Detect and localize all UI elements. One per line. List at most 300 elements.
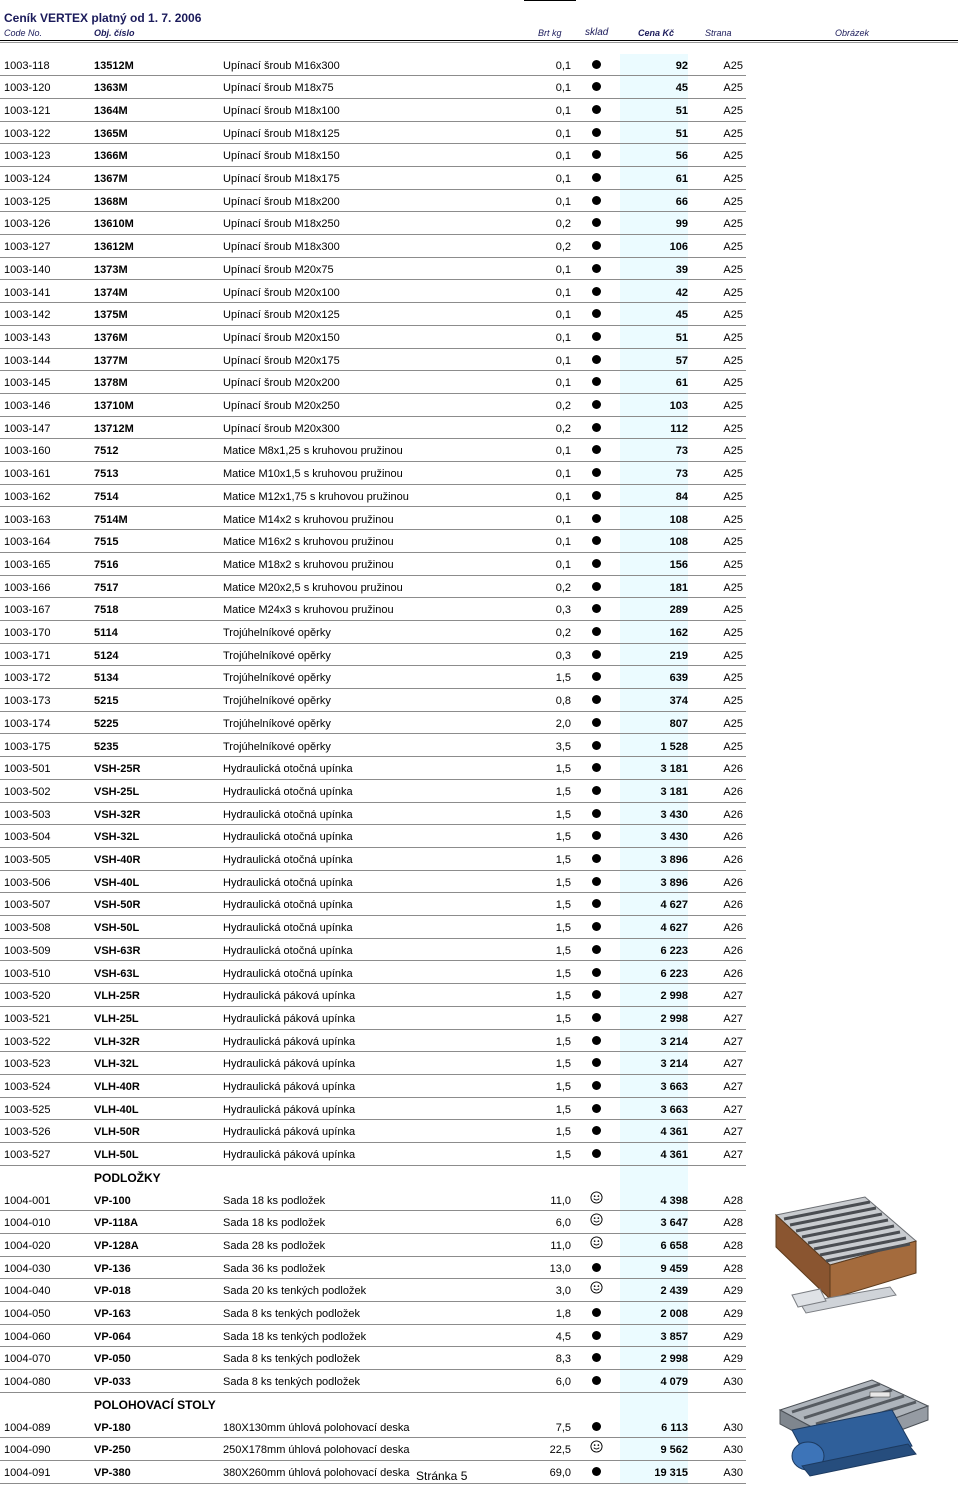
code-number: 1003-521 xyxy=(4,1012,51,1025)
price-czk: 4 627 xyxy=(660,922,688,935)
price-czk: 61 xyxy=(675,377,688,390)
code-number: 1003-144 xyxy=(4,354,51,367)
catalog-page: A30 xyxy=(723,1466,743,1479)
price-czk: 73 xyxy=(675,468,688,481)
code-number: 1003-147 xyxy=(4,422,51,435)
order-number: VP-018 xyxy=(94,1285,131,1298)
item-name: Sada 8 ks tenkých podložek xyxy=(223,1353,360,1366)
price-czk: 3 647 xyxy=(660,1217,688,1230)
order-number: 1365M xyxy=(94,127,128,140)
catalog-page: A29 xyxy=(723,1353,743,1366)
stock-dot-icon xyxy=(588,241,604,254)
catalog-page: A26 xyxy=(723,763,743,776)
weight-kg: 0,1 xyxy=(555,173,571,185)
price-czk: 3 896 xyxy=(660,854,688,866)
price-czk: 9 459 xyxy=(660,1262,688,1275)
weight-kg: 0,1 xyxy=(555,309,571,322)
item-name: Upínací šroub M20x175 xyxy=(223,354,340,367)
item-name: Upínací šroub M18x300 xyxy=(223,241,340,254)
order-number: 1378M xyxy=(94,377,128,390)
order-number: 13710M xyxy=(94,400,134,412)
price-czk: 4 361 xyxy=(660,1126,688,1139)
page-footer: Stránka 5 xyxy=(416,1469,468,1483)
weight-kg: 0,2 xyxy=(555,241,571,254)
order-number: 5114 xyxy=(94,627,118,639)
stock-dot-icon xyxy=(588,877,604,890)
catalog-page: A25 xyxy=(723,400,743,412)
weight-kg: 1,5 xyxy=(555,1058,571,1071)
code-number: 1004-040 xyxy=(4,1285,51,1298)
order-number: VSH-63R xyxy=(94,944,141,957)
item-name: Sada 20 ks tenkých podložek xyxy=(223,1285,367,1298)
price-czk: 3 663 xyxy=(660,1103,688,1116)
stock-dot-icon xyxy=(588,672,604,685)
stock-dot-icon xyxy=(588,377,604,390)
weight-kg: 7,5 xyxy=(555,1421,571,1434)
weight-kg: 0,1 xyxy=(555,558,571,571)
weight-kg: 69,0 xyxy=(549,1466,571,1479)
item-name: Hydraulická páková upínka xyxy=(223,1149,356,1162)
weight-kg: 1,5 xyxy=(555,785,571,798)
catalog-page: A27 xyxy=(723,1012,743,1025)
stock-dot-icon xyxy=(588,831,604,844)
price-czk: 2 008 xyxy=(660,1308,688,1320)
item-name: Upínací šroub M18x75 xyxy=(223,82,334,95)
weight-kg: 6,0 xyxy=(555,1376,571,1389)
table-row xyxy=(0,553,746,576)
catalog-page: A29 xyxy=(723,1330,743,1343)
price-czk: 19 315 xyxy=(654,1466,688,1479)
stock-dot-icon xyxy=(588,514,604,527)
price-czk: 3 181 xyxy=(660,763,688,776)
code-number: 1003-173 xyxy=(4,695,51,708)
table-row xyxy=(0,1211,746,1234)
item-name: Upínací šroub M20x75 xyxy=(223,263,334,276)
price-czk: 103 xyxy=(669,400,688,412)
order-number: VP-100 xyxy=(94,1194,131,1207)
order-number: 1368M xyxy=(94,195,128,208)
stock-dot-icon xyxy=(588,1081,604,1094)
code-number: 1003-163 xyxy=(4,513,51,526)
item-name: Hydraulická otočná upínka xyxy=(223,944,353,957)
stock-smiley-icon xyxy=(588,1195,604,1208)
weight-kg: 0,1 xyxy=(555,59,571,72)
stock-dot-icon xyxy=(588,809,604,822)
table-row xyxy=(0,530,746,553)
price-czk: 92 xyxy=(675,59,688,72)
weight-kg: 0,1 xyxy=(555,263,571,276)
order-number: VP-128A xyxy=(94,1239,139,1252)
catalog-page: A28 xyxy=(723,1262,743,1275)
code-number: 1004-090 xyxy=(4,1444,51,1457)
weight-kg: 4,5 xyxy=(555,1330,571,1343)
table-row xyxy=(0,371,746,394)
catalog-page: A26 xyxy=(723,808,743,821)
table-row xyxy=(0,712,746,735)
code-number: 1003-140 xyxy=(4,263,51,276)
code-number: 1004-010 xyxy=(4,1217,51,1230)
code-number: 1003-143 xyxy=(4,331,51,344)
code-number: 1003-162 xyxy=(4,490,51,503)
stock-dot-icon xyxy=(588,968,604,981)
stock-dot-icon xyxy=(588,786,604,799)
order-number: 1376M xyxy=(94,331,128,344)
table-row xyxy=(0,1325,746,1348)
price-czk: 3 663 xyxy=(660,1081,688,1093)
col-obj: Obj. číslo xyxy=(94,28,135,38)
catalog-page: A25 xyxy=(723,581,743,594)
order-number: 7516 xyxy=(94,558,119,571)
stock-dot-icon xyxy=(588,445,604,458)
weight-kg: 0,1 xyxy=(555,82,571,95)
order-number: 1367M xyxy=(94,173,128,185)
stock-dot-icon xyxy=(588,218,604,231)
order-number: 7514M xyxy=(94,513,128,526)
price-czk: 1 528 xyxy=(660,740,688,753)
item-name: Sada 18 ks tenkých podložek xyxy=(223,1330,367,1343)
weight-kg: 1,5 xyxy=(555,1103,571,1116)
catalog-page: A26 xyxy=(723,785,743,798)
table-row xyxy=(0,212,746,235)
stock-dot-icon xyxy=(588,990,604,1003)
col-cena: Cena Kč xyxy=(638,28,675,38)
weight-kg: 0,1 xyxy=(555,490,571,503)
price-czk: 61 xyxy=(675,173,688,185)
catalog-page: A25 xyxy=(723,377,743,390)
table-row xyxy=(0,1143,746,1166)
catalog-page: A25 xyxy=(723,649,743,662)
code-number: 1004-020 xyxy=(4,1239,51,1252)
weight-kg: 8,3 xyxy=(555,1353,571,1366)
code-number: 1004-080 xyxy=(4,1376,51,1389)
weight-kg: 0,1 xyxy=(555,127,571,140)
positioning-table-image xyxy=(772,1370,932,1480)
catalog-page: A25 xyxy=(723,127,743,140)
table-row xyxy=(0,349,746,372)
item-name: 250X178mm úhlová polohovací deska xyxy=(223,1444,410,1457)
item-name: Matice M24x3 s kruhovou pružinou xyxy=(223,604,394,617)
price-czk: 51 xyxy=(675,331,688,344)
item-name: Trojúhelníkové opěrky xyxy=(223,672,331,685)
stock-smiley-icon xyxy=(588,1217,604,1230)
item-name: Upínací šroub M18x250 xyxy=(223,218,340,231)
item-name: Hydraulická páková upínka xyxy=(223,1103,356,1116)
stock-dot-icon xyxy=(588,1104,604,1117)
price-czk: 45 xyxy=(675,309,688,322)
order-number: 7515 xyxy=(94,536,119,549)
stock-dot-icon xyxy=(588,400,604,413)
order-number: VP-136 xyxy=(94,1262,131,1275)
order-number: VP-180 xyxy=(94,1421,131,1434)
catalog-page: A27 xyxy=(723,1058,743,1071)
weight-kg: 1,5 xyxy=(555,854,571,866)
code-number: 1003-123 xyxy=(4,150,51,163)
catalog-page: A29 xyxy=(723,1285,743,1298)
catalog-page: A27 xyxy=(723,1126,743,1139)
code-number: 1003-118 xyxy=(4,59,50,72)
order-number: VP-064 xyxy=(94,1330,131,1343)
catalog-page: A25 xyxy=(723,558,743,571)
price-czk: 99 xyxy=(675,218,688,231)
stock-dot-icon xyxy=(588,1308,604,1321)
stock-dot-icon xyxy=(588,1376,604,1389)
order-number: VSH-25R xyxy=(94,763,141,776)
table-row xyxy=(0,1257,746,1280)
item-name: Matice M8x1,25 s kruhovou pružinou xyxy=(223,445,403,458)
price-czk: 56 xyxy=(675,150,688,163)
item-name: Matice M18x2 s kruhovou pružinou xyxy=(223,558,394,571)
stock-dot-icon xyxy=(588,287,604,300)
catalog-page: A25 xyxy=(723,354,743,367)
weight-kg: 0,1 xyxy=(555,331,571,344)
code-number: 1003-125 xyxy=(4,195,51,208)
weight-kg: 1,5 xyxy=(555,831,571,844)
catalog-page: A26 xyxy=(723,922,743,935)
catalog-page: A25 xyxy=(723,241,743,254)
order-number: VLH-25L xyxy=(94,1012,139,1025)
catalog-page: A25 xyxy=(723,627,743,639)
item-name: Hydraulická páková upínka xyxy=(223,1012,356,1025)
code-number: 1003-526 xyxy=(4,1126,51,1139)
item-name: Hydraulická otočná upínka xyxy=(223,785,353,798)
code-number: 1003-506 xyxy=(4,876,51,889)
price-czk: 3 430 xyxy=(660,808,688,821)
order-number: VSH-50L xyxy=(94,922,140,935)
table-row xyxy=(0,825,746,848)
item-name: Hydraulická páková upínka xyxy=(223,1058,356,1071)
weight-kg: 1,5 xyxy=(555,808,571,821)
table-row xyxy=(0,1120,746,1143)
order-number: 7513 xyxy=(94,468,119,481)
code-number: 1003-509 xyxy=(4,944,51,957)
price-czk: 2 998 xyxy=(660,1353,688,1366)
price-czk: 112 xyxy=(670,422,688,435)
code-number: 1003-504 xyxy=(4,831,51,844)
code-number: 1004-030 xyxy=(4,1262,51,1275)
section-title: POLOHOVACÍ STOLY xyxy=(94,1397,216,1412)
weight-kg: 0,2 xyxy=(555,627,571,639)
stock-dot-icon xyxy=(588,536,604,549)
order-number: 1366M xyxy=(94,150,128,163)
item-name: Upínací šroub M18x150 xyxy=(223,150,340,163)
weight-kg: 2,0 xyxy=(555,717,571,730)
table-row xyxy=(0,1189,746,1212)
stock-dot-icon xyxy=(588,332,604,345)
weight-kg: 11,0 xyxy=(550,1194,571,1207)
code-number: 1003-170 xyxy=(4,627,51,639)
weight-kg: 22,5 xyxy=(549,1444,571,1457)
catalog-page: A25 xyxy=(723,445,743,458)
price-czk: 4 361 xyxy=(660,1149,688,1162)
order-number: 1377M xyxy=(94,354,128,367)
weight-kg: 3,0 xyxy=(555,1285,571,1298)
price-czk: 3 214 xyxy=(660,1058,688,1071)
stock-dot-icon xyxy=(588,1422,604,1435)
stock-dot-icon xyxy=(588,650,604,663)
catalog-page: A26 xyxy=(723,967,743,980)
weight-kg: 1,5 xyxy=(555,1035,571,1048)
code-number: 1003-122 xyxy=(4,127,51,140)
table-row xyxy=(0,780,746,803)
stock-dot-icon xyxy=(588,559,604,572)
weight-kg: 0,2 xyxy=(555,400,571,412)
order-number: 5235 xyxy=(94,740,119,753)
table-row xyxy=(0,939,746,962)
table-row xyxy=(0,1279,746,1302)
table-row xyxy=(0,281,746,304)
item-name: Upínací šroub M20x250 xyxy=(223,400,340,412)
stock-dot-icon xyxy=(588,150,604,163)
order-number: VSH-40R xyxy=(94,854,141,866)
table-row xyxy=(0,984,746,1007)
weight-kg: 1,5 xyxy=(555,763,571,776)
catalog-page: A25 xyxy=(723,173,743,185)
table-row xyxy=(0,258,746,281)
weight-kg: 0,8 xyxy=(555,695,571,708)
item-name: Hydraulická otočná upínka xyxy=(223,808,353,821)
item-name: Hydraulická páková upínka xyxy=(223,1126,356,1139)
stock-dot-icon xyxy=(588,1263,604,1276)
code-number: 1003-166 xyxy=(4,581,51,594)
price-czk: 39 xyxy=(675,263,688,276)
row-divider xyxy=(0,1483,746,1484)
code-number: 1003-142 xyxy=(4,309,51,322)
order-number: 1375M xyxy=(94,309,128,322)
table-row xyxy=(0,326,746,349)
order-number: 13712M xyxy=(94,422,134,435)
order-number: 1363M xyxy=(94,82,128,95)
weight-kg: 1,5 xyxy=(555,944,571,957)
catalog-page: A27 xyxy=(723,990,743,1003)
code-number: 1003-505 xyxy=(4,854,51,866)
table-row xyxy=(0,122,746,145)
weight-kg: 0,1 xyxy=(555,468,571,481)
stock-dot-icon xyxy=(588,355,604,368)
catalog-page: A29 xyxy=(723,1308,743,1320)
order-number: VSH-32L xyxy=(94,831,140,844)
table-row xyxy=(0,394,746,417)
table-row xyxy=(0,508,746,531)
order-number: VP-250 xyxy=(94,1444,131,1457)
stock-dot-icon xyxy=(588,128,604,141)
price-czk: 3 181 xyxy=(660,785,688,798)
weight-kg: 0,1 xyxy=(555,377,571,390)
stock-dot-icon xyxy=(588,582,604,595)
item-name: Trojúhelníkové opěrky xyxy=(223,649,331,662)
code-number: 1003-126 xyxy=(4,218,51,231)
table-row xyxy=(0,235,746,258)
code-number: 1003-175 xyxy=(4,740,51,753)
item-name: Hydraulická otočná upínka xyxy=(223,967,353,980)
item-name: Matice M12x1,75 s kruhovou pružinou xyxy=(223,490,409,503)
table-row xyxy=(0,916,746,939)
order-number: 13612M xyxy=(94,241,134,254)
item-name: Hydraulická otočná upínka xyxy=(223,876,353,889)
item-name: Upínací šroub M20x150 xyxy=(223,331,340,344)
order-number: VP-118A xyxy=(94,1217,139,1230)
code-number: 1003-522 xyxy=(4,1035,51,1048)
code-number: 1003-527 xyxy=(4,1149,51,1162)
item-name: Hydraulická páková upínka xyxy=(223,1035,356,1048)
page-title: Ceník VERTEX platný od 1. 7. 2006 xyxy=(4,11,202,25)
item-name: Hydraulická otočná upínka xyxy=(223,763,353,776)
catalog-page: A27 xyxy=(723,1103,743,1116)
table-row xyxy=(0,462,746,485)
code-number: 1003-160 xyxy=(4,445,51,458)
price-czk: 639 xyxy=(669,672,688,685)
price-czk: 2 998 xyxy=(660,990,688,1003)
item-name: Matice M10x1,5 s kruhovou pružinou xyxy=(223,468,403,481)
item-name: Trojúhelníkové opěrky xyxy=(223,717,331,730)
code-number: 1003-523 xyxy=(4,1058,51,1071)
item-name: Matice M20x2,5 s kruhovou pružinou xyxy=(223,581,403,594)
price-czk: 106 xyxy=(669,241,688,254)
catalog-page: A25 xyxy=(723,82,743,95)
weight-kg: 1,5 xyxy=(555,672,571,685)
table-row xyxy=(0,1461,746,1484)
price-czk: 6 658 xyxy=(660,1239,688,1252)
catalog-page: A25 xyxy=(723,263,743,276)
table-row xyxy=(0,54,746,77)
item-name: Upínací šroub M20x200 xyxy=(223,377,340,390)
catalog-page: A25 xyxy=(723,513,743,526)
weight-kg: 0,1 xyxy=(555,104,571,117)
code-number: 1003-525 xyxy=(4,1103,51,1116)
catalog-page: A25 xyxy=(723,695,743,708)
weight-kg: 0,1 xyxy=(555,354,571,367)
weight-kg: 0,1 xyxy=(555,536,571,549)
item-name: Upínací šroub M16x300 xyxy=(223,59,340,72)
order-number: 13512M xyxy=(94,59,134,72)
price-czk: 6 223 xyxy=(660,944,688,957)
stock-dot-icon xyxy=(588,491,604,504)
table-row xyxy=(0,1075,746,1098)
order-number: VLH-32R xyxy=(94,1035,140,1048)
weight-kg: 1,5 xyxy=(555,1012,571,1025)
table-row xyxy=(0,848,746,871)
code-number: 1004-089 xyxy=(4,1421,51,1434)
table-row xyxy=(0,1370,746,1393)
item-name: Upínací šroub M18x200 xyxy=(223,195,340,208)
table-row xyxy=(0,190,746,213)
code-number: 1003-172 xyxy=(4,672,51,685)
code-number: 1003-141 xyxy=(4,286,51,299)
catalog-page: A25 xyxy=(723,331,743,344)
table-row xyxy=(0,1438,746,1461)
weight-kg: 1,8 xyxy=(555,1308,571,1320)
item-name: Upínací šroub M20x300 xyxy=(223,422,340,435)
section-heading xyxy=(0,1166,746,1189)
catalog-page: A25 xyxy=(723,309,743,322)
stock-dot-icon xyxy=(588,60,604,73)
price-czk: 156 xyxy=(669,558,688,571)
stock-dot-icon xyxy=(588,741,604,754)
table-row xyxy=(0,1302,746,1325)
catalog-page: A30 xyxy=(723,1421,743,1434)
stock-dot-icon xyxy=(588,423,604,436)
col-sklad: sklad xyxy=(585,27,609,38)
price-czk: 2 998 xyxy=(660,1012,688,1025)
code-number: 1003-507 xyxy=(4,899,51,912)
catalog-page: A25 xyxy=(723,717,743,730)
stock-dot-icon xyxy=(588,922,604,935)
table-row xyxy=(0,1052,746,1075)
weight-kg: 0,1 xyxy=(555,150,571,163)
price-czk: 374 xyxy=(669,695,688,708)
stock-dot-icon xyxy=(588,718,604,731)
price-czk: 289 xyxy=(669,604,688,617)
catalog-page: A26 xyxy=(723,899,743,912)
